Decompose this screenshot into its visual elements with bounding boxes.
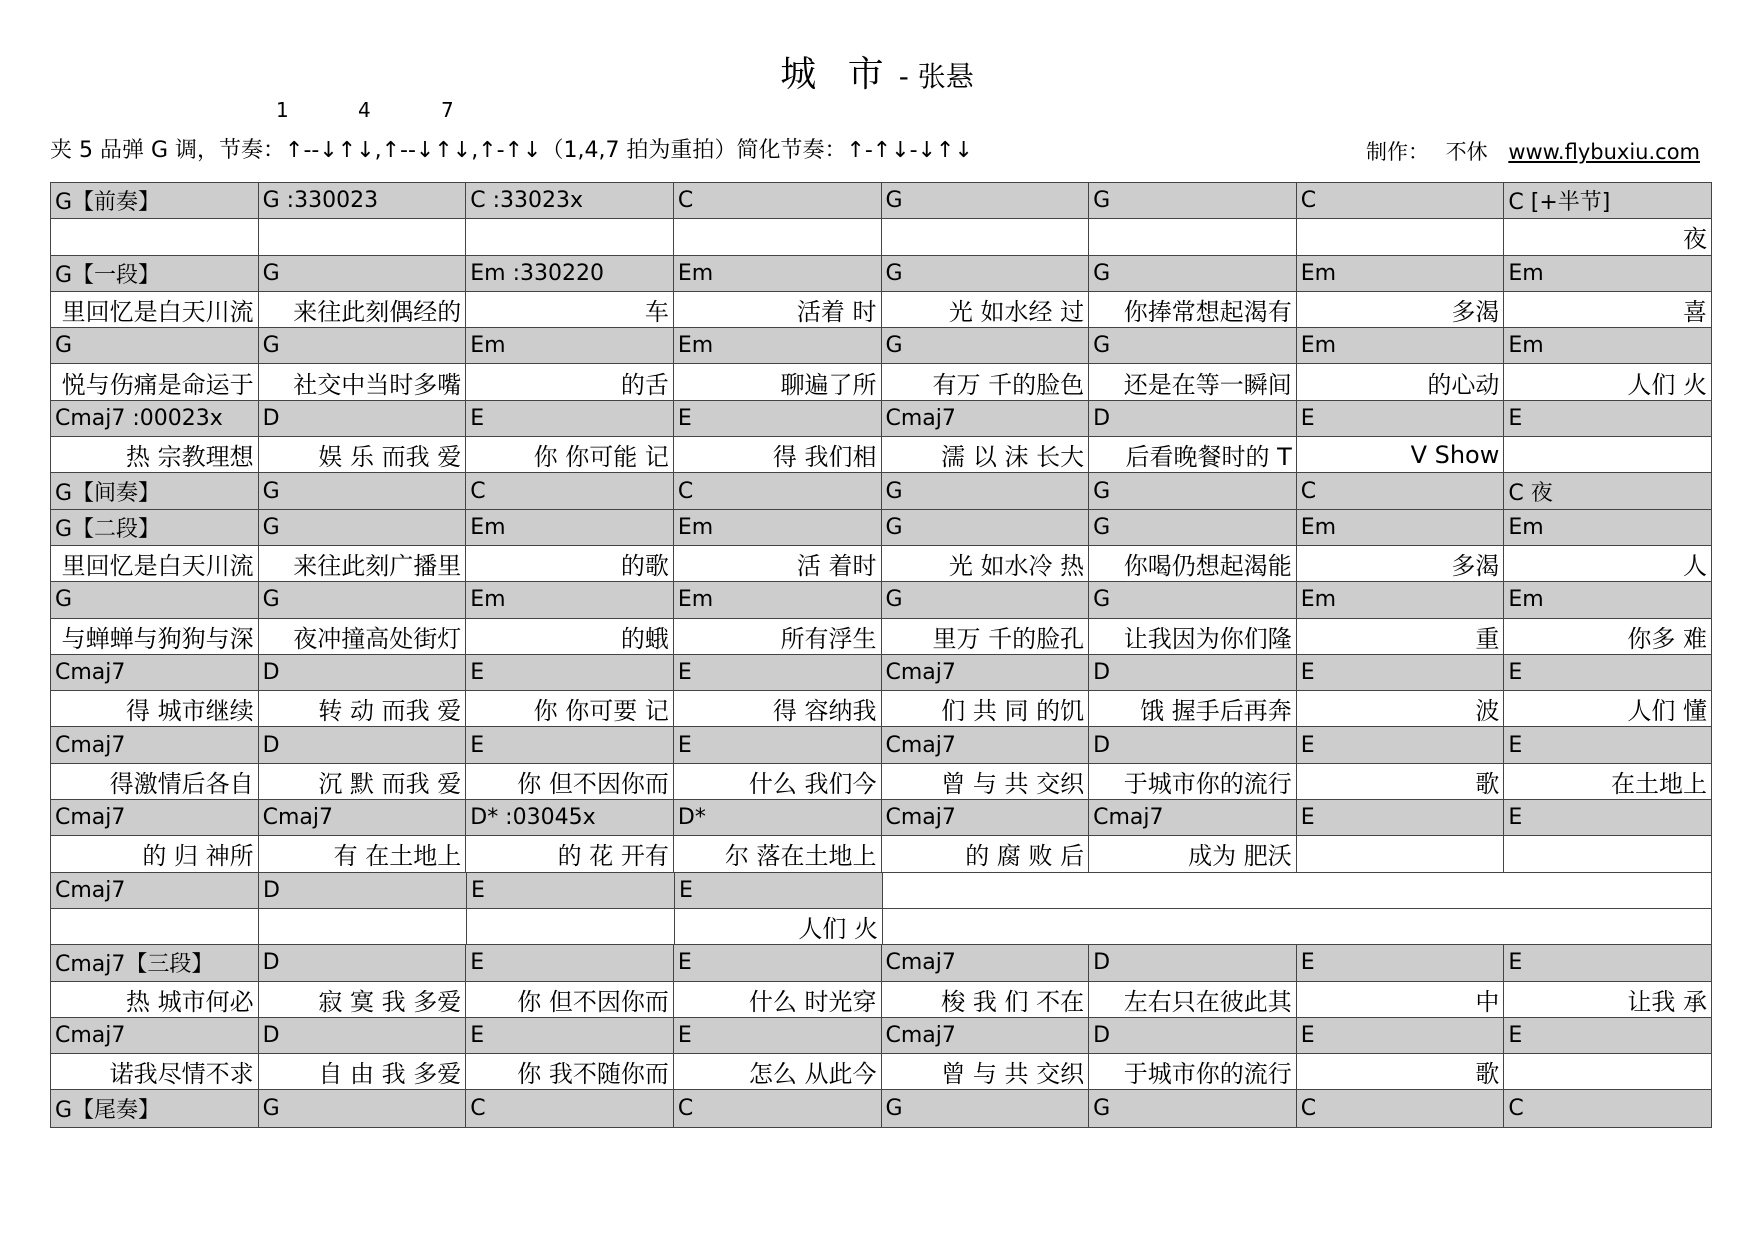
chord-cell: G [882,328,1090,363]
chord-cell: D [259,1018,467,1053]
chord-cell: G [259,328,467,363]
accent-beat-numbers [0,98,1754,128]
lyric-cell: 娱 乐 而我 爱 [259,437,467,472]
chord-cell: D* [674,800,882,835]
lyric-cell: 们 共 同 的饥 [882,691,1090,726]
lyric-cell: 梭 我 们 不在 [882,982,1090,1017]
lyric-cell: 尔 落在土地上 [674,836,882,871]
lyric-cell: 社交中当时多嘴 [259,364,467,399]
chord-cell: D [259,873,467,908]
lyric-cell: 悦与伤痛是命运于 [51,364,259,399]
chord-cell: Cmaj7 [51,873,259,908]
maker-credit [1366,136,1700,166]
chord-cell: G [259,582,467,617]
chord-cell: E [675,873,883,908]
artist-name: - 张悬 [898,60,974,93]
chord-cell: D [259,945,467,980]
chord-cell: Em [1297,256,1505,291]
chord-cell: E [1297,1018,1505,1053]
beat-number: 4 [358,98,371,122]
chord-cell: Em [466,510,674,545]
chord-row [51,510,1711,546]
blank-area [1504,909,1711,944]
lyric-cell: 里万 千的脸孔 [882,619,1090,654]
chord-cell: G :330023 [259,183,467,218]
chord-cell: G [882,1090,1090,1126]
lyric-cell: 你捧常想起渴有 [1089,292,1297,327]
chord-row [51,473,1711,509]
lyric-cell: 人 [1683,552,1707,581]
lyric-cell: 与蝉蝉与狗狗与深 [51,619,259,654]
lyric-cell [1504,1054,1711,1089]
chord-cell: Cmaj7 [259,800,467,835]
lyric-row [51,764,1711,800]
blank-area [1090,909,1297,944]
chord-cell: Em [466,582,674,617]
chord-cell: Em [1297,328,1505,363]
chord-cell: G [1089,510,1297,545]
capo-rhythm-info: 夹 5 品弹 G 调，节奏：↑--↓↑↓,↑--↓↑↓,↑-↑↓（1,4,7 拍为重拍）简化节奏：↑-↑↓-↓↑↓ [50,138,973,163]
lyric-cell: 里回忆是白天川流 [51,546,259,581]
lyric-row [51,619,1711,655]
chord-row [51,183,1711,219]
lyric-cell [1297,836,1505,871]
lyric-cell: 中 [1297,982,1505,1017]
lyric-cell: 人们 懂 [1627,697,1707,726]
chord-cell: E [466,1018,674,1053]
lyric-cell: 成为 肥沃 [1089,836,1297,871]
lyric-cell: 你 但不因你而 [466,982,674,1017]
chord-cell: Cmaj7 [882,401,1090,436]
chord-cell: G [1089,328,1297,363]
lyric-cell: 重 [1297,619,1505,654]
chord-cell: G [51,582,259,617]
chord-cell: C [1297,1090,1505,1126]
lyric-cell: 你喝仍想起渴能 [1089,546,1297,581]
chord-cell: D [1089,727,1297,762]
chord-cell: G [259,510,467,545]
chord-cell: D [259,655,467,690]
chord-cell: D [1089,1018,1297,1053]
chord-cell: G [51,328,259,363]
chord-cell: Cmaj7 [1089,800,1297,835]
lyric-cell [882,219,1090,254]
chord-row [51,727,1711,763]
chord-cell: G【前奏】 [51,183,259,218]
website-link[interactable]: www.flybuxiu.com [1508,140,1700,164]
chord-cell: Em [674,256,882,291]
chord-cell: E [466,655,674,690]
lyric-cell: 沉 默 而我 爱 [259,764,467,799]
lyric-cell: 歌 [1297,764,1505,799]
chord-cell: Cmaj7 [882,945,1090,980]
lyric-cell: 在土地上 [1611,769,1707,798]
chord-cell: G [882,510,1090,545]
lyric-row [51,219,1711,255]
lyric-cell [466,219,674,254]
chord-row [51,328,1711,364]
chord-row [51,800,1711,836]
chord-cell: E [674,945,882,980]
lyric-cell: 人们 火 [675,909,883,944]
chord-cell: C :33023x [466,183,674,218]
lyric-cell: 来往此刻偶经的 [259,292,467,327]
lyric-cell [674,219,882,254]
lyric-cell: 热 宗教理想 [51,437,259,472]
lyric-cell [51,219,259,254]
lyric-cell: 来往此刻广播里 [259,546,467,581]
chord-cell: E [467,873,675,908]
song-title: 城 市 [780,54,894,95]
chord-cell: E [674,655,882,690]
chord-cell: C [+半节] [1508,190,1611,216]
lyric-cell: 的 腐 败 后 [882,836,1090,871]
lyric-cell: 让我因为你们隆 [1089,619,1297,654]
lyric-cell: 活 着时 [674,546,882,581]
chord-cell: E [1297,727,1505,762]
chord-cell: G [1089,582,1297,617]
chord-cell: G【间奏】 [51,473,259,508]
chord-cell: G [1089,473,1297,508]
blank-area [883,873,1090,908]
chord-cell: E [1508,805,1523,831]
lyric-cell: 左右只在彼此其 [1089,982,1297,1017]
lyric-cell: 喜 [1683,298,1707,327]
chord-cell: G [259,473,467,508]
lyric-row [51,292,1711,328]
chord-cell: C [466,1090,674,1126]
chord-cell: G [882,582,1090,617]
chord-cell: Em [1508,333,1544,359]
chord-cell: G [1089,256,1297,291]
lyric-row [51,982,1711,1018]
chord-cell: E [1508,950,1523,976]
chord-cell: D [259,401,467,436]
chord-cell: C [674,1090,882,1126]
lyric-cell: 得激情后各自 [51,764,259,799]
lyric-cell: 你 我不随你而 [466,1054,674,1089]
lyric-cell: 寂 寞 我 多爱 [259,982,467,1017]
chord-cell: G【一段】 [51,256,259,291]
chord-cell: E [1297,655,1505,690]
lyric-cell [51,909,259,944]
lyric-cell [259,909,467,944]
lyric-cell: 光 如水经 过 [882,292,1090,327]
lyric-cell: 所有浮生 [674,619,882,654]
lyric-cell: 车 [466,292,674,327]
chord-cell: G [1089,1090,1297,1126]
chord-cell: Em [1297,582,1505,617]
lyric-cell [1504,437,1711,472]
chord-cell: Cmaj7 [882,800,1090,835]
lyric-cell: 聊遍了所 [674,364,882,399]
blank-area [1504,873,1711,908]
lyric-cell: 曾 与 共 交织 [882,764,1090,799]
chord-row [51,582,1711,618]
chord-cell: D* :03045x [466,800,674,835]
lyric-cell: 你多 难 [1627,624,1707,653]
lyric-cell: 什么 我们今 [674,764,882,799]
chord-cell: G [259,256,467,291]
chord-cell: E [1508,405,1523,431]
chord-cell: C [466,473,674,508]
lyric-row [51,691,1711,727]
chord-cell: G [259,1090,467,1126]
lyric-cell [1504,836,1711,871]
chord-cell: Em [674,582,882,617]
chord-cell: C [674,183,882,218]
lyric-cell: V Show [1297,437,1505,472]
lyric-cell: 你 你可能 记 [466,437,674,472]
lyric-cell: 的心动 [1297,364,1505,399]
chord-cell: Cmaj7 [51,1018,259,1053]
chord-cell: Em [1297,510,1505,545]
lyric-row [51,546,1711,582]
lyric-cell: 于城市你的流行 [1089,1054,1297,1089]
lyric-cell: 饿 握手后再奔 [1089,691,1297,726]
chord-cell: G【尾奏】 [51,1090,259,1126]
chord-cell: Em [674,328,882,363]
chord-cell: Em [674,510,882,545]
chord-cell: Cmaj7 :00023x [51,401,259,436]
lyric-cell: 自 由 我 多爱 [259,1054,467,1089]
chord-cell: Em :330220 [466,256,674,291]
lyric-cell: 里回忆是白天川流 [51,292,259,327]
chord-cell: E [466,945,674,980]
chord-cell: G [882,256,1090,291]
chord-cell: E [466,727,674,762]
lyric-cell: 夜 [1683,225,1707,254]
chord-cell: C [674,473,882,508]
lyric-cell: 让我 承 [1627,987,1707,1016]
song-title-line [0,46,1754,97]
lyric-cell: 曾 与 共 交织 [882,1054,1090,1089]
chord-cell: Cmaj7 [51,800,259,835]
chord-cell: G【二段】 [51,510,259,545]
lyric-row [51,1054,1711,1090]
chord-cell: E [466,401,674,436]
lyric-cell [259,219,467,254]
lyric-cell: 活着 时 [674,292,882,327]
lyric-cell: 得 城市继续 [51,691,259,726]
blank-area [1090,873,1297,908]
chord-cell: E [1297,800,1505,835]
lyric-cell: 热 城市何必 [51,982,259,1017]
chord-cell: G [882,183,1090,218]
chord-cell: E [1508,732,1523,758]
lyric-cell: 得 容纳我 [674,691,882,726]
chord-cell: Cmaj7 [882,727,1090,762]
lyric-cell: 的 花 开有 [466,836,674,871]
lyric-cell: 濡 以 沫 长大 [882,437,1090,472]
chord-row [51,256,1711,292]
lyric-cell: 有 在土地上 [259,836,467,871]
lyric-cell: 于城市你的流行 [1089,764,1297,799]
lyric-row [51,836,1711,872]
lyric-cell: 有万 千的脸色 [882,364,1090,399]
chord-cell: D [1089,945,1297,980]
lyric-row [51,437,1711,473]
lyric-cell [1297,219,1505,254]
lyric-row [51,909,1711,945]
lyric-row [51,364,1711,400]
lyric-cell: 光 如水冷 热 [882,546,1090,581]
chord-cell: C [1297,183,1505,218]
chord-cell: Em [1508,587,1544,613]
blank-area [1297,909,1504,944]
maker-name: 不休 [1445,140,1488,164]
chord-cell: E [674,727,882,762]
chord-cell: E [674,1018,882,1053]
chord-cell: Em [466,328,674,363]
chord-cell: C 夜 [1508,480,1553,506]
chord-cell: E [1508,660,1523,685]
maker-label: 制作： [1365,140,1429,164]
chord-cell: C [1508,1096,1524,1122]
lyric-cell: 歌 [1297,1054,1505,1089]
lyric-cell: 你 但不因你而 [466,764,674,799]
lyric-cell: 的 归 神所 [51,836,259,871]
lyric-cell [1089,219,1297,254]
lyric-cell: 人们 火 [1627,370,1707,399]
chord-cell: Cmaj7 [882,1018,1090,1053]
chord-cell: Cmaj7 [51,727,259,762]
lyric-cell: 多渴 [1297,546,1505,581]
chord-row [51,1018,1711,1054]
lyric-cell: 诺我尽情不求 [51,1054,259,1089]
chord-cell: E [1297,401,1505,436]
chord-cell: Em [1508,260,1544,286]
chord-row [51,1090,1711,1126]
lyric-cell: 什么 时光穿 [674,982,882,1017]
chord-cell: C [1297,473,1505,508]
lyric-cell: 后看晚餐时的 T [1089,437,1297,472]
beat-number: 1 [276,98,289,122]
lyric-cell: 的舌 [466,364,674,399]
lyric-cell: 波 [1297,691,1505,726]
chord-cell: Cmaj7 [882,655,1090,690]
lyric-cell: 的蛾 [466,619,674,654]
beat-number: 7 [441,98,454,122]
chord-cell: Cmaj7 [51,655,259,690]
lyric-cell: 多渴 [1297,292,1505,327]
chord-cell: E [1297,945,1505,980]
chord-cell: D [259,727,467,762]
chord-cell: Cmaj7【三段】 [51,945,259,980]
chord-sheet-table [50,182,1712,1128]
chord-cell: G [882,473,1090,508]
lyric-cell: 还是在等一瞬间 [1089,364,1297,399]
lyric-cell: 转 动 而我 爱 [259,691,467,726]
blank-area [1297,873,1504,908]
chord-cell: D [1089,655,1297,690]
lyric-cell: 你 你可要 记 [466,691,674,726]
lyric-cell [467,909,675,944]
lyric-cell: 的歌 [466,546,674,581]
chord-cell: E [1508,1022,1523,1048]
chord-cell: D [1089,401,1297,436]
chord-row [51,873,1711,909]
lyric-cell: 得 我们相 [674,437,882,472]
chord-cell: G [1089,183,1297,218]
chord-row [51,945,1711,981]
chord-cell: Em [1508,514,1544,540]
lyric-cell: 怎么 从此今 [674,1054,882,1089]
chord-row [51,655,1711,691]
chord-cell: E [674,401,882,436]
chord-row [51,401,1711,437]
blank-area [883,909,1090,944]
lyric-cell: 夜冲撞高处街灯 [259,619,467,654]
